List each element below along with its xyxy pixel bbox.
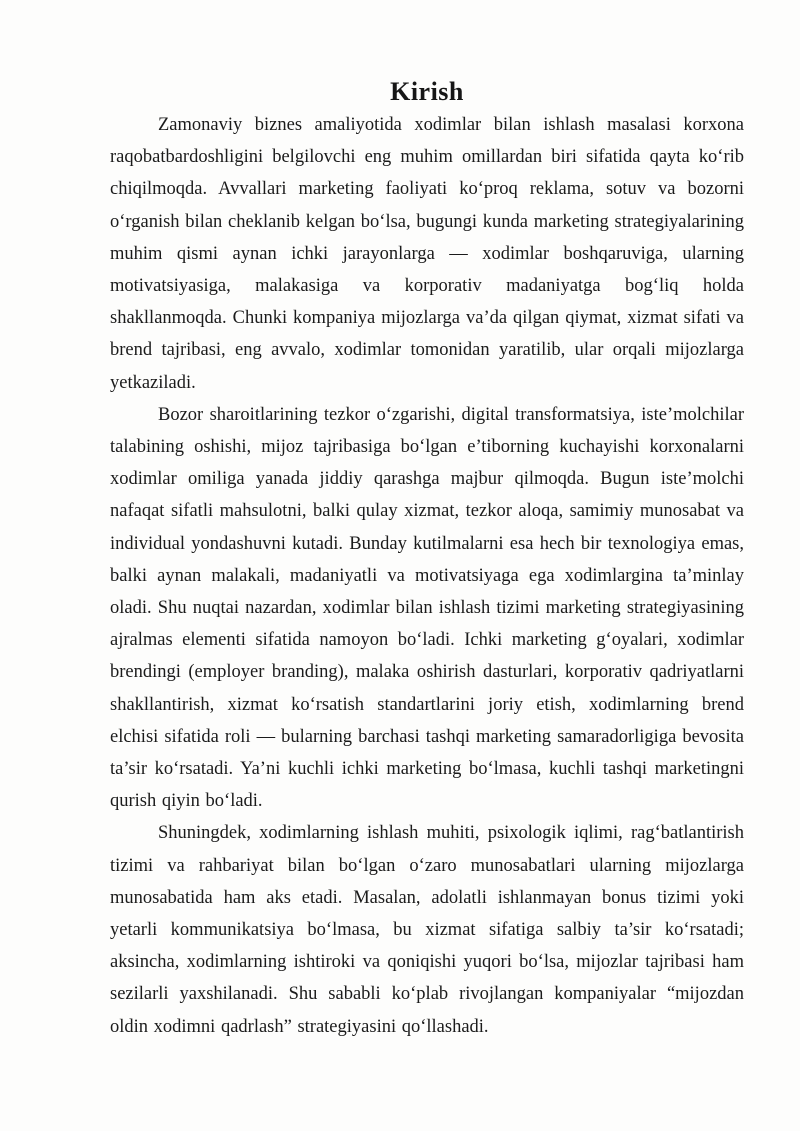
paragraph-3: Shuningdek, xodimlarning ishlash muhiti, psixologik iqlimi, rag‘batlantirish tizimi va rahbariyat bilan bo‘lgan o‘zaro munosabatlari ularning mijozlarga munosabatida ham aks etadi. Masalan, adolatli ishlanmayan bonus tizimi yoki yetarli kommunikatsiya bo‘lmasa, bu xizmat sifatiga salbiy ta’sir ko‘rsatadi; aksincha, xodimlarning ishtiroki va qoniqishi yuqori bo‘lsa, mijozlar tajribasi ham sezilarli yaxshilanadi. Shu sababli ko‘plab rivojlangan kompaniyalar “mijozdan oldin xodimni qadrlash” strategiyasini qo‘llashadi. xyxy=(110,823,744,1037)
document-title: Kirish xyxy=(390,77,464,106)
text-block xyxy=(110,0,744,1043)
paragraph-2: Bozor sharoitlarining tezkor o‘zgarishi, digital transformatsiya, iste’molchilar talabining oshishi, mijoz tajribasiga bo‘lgan e’tiborning kuchayishi korxonalarni xodimlar omiliga yanada jiddiy qarashga majbur qilmoqda. Bugun iste’molchi nafaqat sifatli mahsulotni, balki qulay xizmat, tezkor aloqa, samimiy munosabat va individual yondashuvni kutadi. Bunday kutilmalarni esa hech bir texnologiya emas, balki aynan malakali, madaniyatli va motivatsiyaga ega xodimlargina ta’minlay oladi. Shu nuqtai nazardan, xodimlar bilan ishlash tizimi marketing strategiyasining ajralmas elementi sifatida namoyon bo‘ladi. Ichki marketing g‘oyalari, xodimlar brendingi (employer branding), malaka oshirish dasturlari, korporativ qadriyatlarni shakllantirish, xizmat ko‘rsatish standartlarini joriy etish, xodimlarning brend elchisi sifatida roli — bularning barchasi tashqi marketing samaradorligiga bevosita ta’sir ko‘rsatadi. Ya’ni kuchli ichki marketing bo‘lmasa, kuchli tashqi marketingni qurish qiyin bo‘ladi. xyxy=(110,404,744,812)
paragraph-1: Zamonaviy biznes amaliyotida xodimlar bilan ishlash masalasi korxona raqobatbardoshligini belgilovchi eng muhim omillardan biri sifatida qayta ko‘rib chiqilmoqda. Avvallari marketing faoliyati ko‘proq reklama, sotuv va bozorni o‘rganish bilan cheklanib kelgan bo‘lsa, bugungi kunda marketing strategiyalarining muhim qismi aynan ichki jarayonlarga — xodimlar boshqaruviga, ularning motivatsiyasiga, malakasiga va korporativ madaniyatga bog‘liq holda shakllanmoqda. Chunki kompaniya mijozlarga va’da qilgan qiymat, xizmat sifati va brend tajribasi, eng avvalo, xodimlar tomonidan yaratilib, ular orqali mijozlarga yetkaziladi. xyxy=(110,115,744,393)
